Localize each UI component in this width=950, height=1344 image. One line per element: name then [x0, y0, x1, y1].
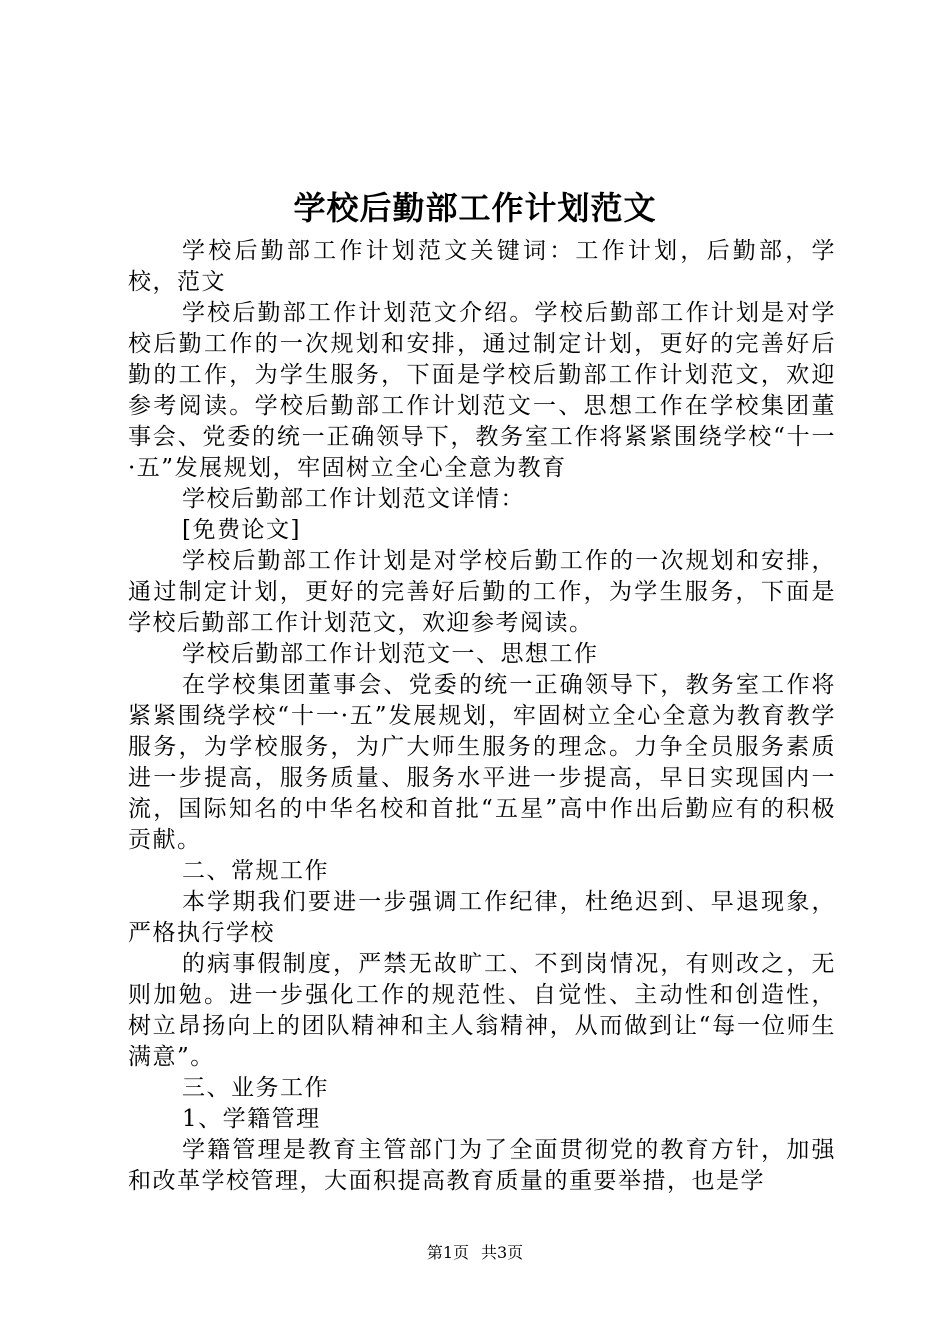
- section-heading-ideology: 学校后勤部工作计划范文一、思想工作: [182, 641, 599, 667]
- subsection-heading-enrollment: 1、学籍管理: [182, 1106, 321, 1132]
- paragraph-routine-2: 的病事假制度，严禁无故旷工、不到岗情况，有则改之，无则加勉。进一步强化工作的规范性、自觉性、主动性和创造性，树立昂扬向上的团队精神和主人翁精神，从而做到让“每一位师生满意”。: [128, 951, 836, 1070]
- paragraph-free-paper-tag: [免费论文]: [182, 517, 301, 543]
- section-heading-business: 三、业务工作: [182, 1075, 329, 1101]
- page-total: 共3页: [481, 1243, 524, 1262]
- paragraph-enrollment: 学籍管理是教育主管部门为了全面贯彻党的教育方针，加强和改革学校管理，大面积提高教育质量的重要举措，也是学: [128, 1137, 836, 1194]
- document-title: 学校后勤部工作计划范文: [293, 189, 657, 227]
- paragraph-introduction: 学校后勤部工作计划范文介绍。学校后勤部工作计划是对学校后勤工作的一次规划和安排，通过制定计划，更好的完善好后勤的工作，为学生服务，下面是学校后勤部工作计划范文，欢迎参考阅读。学校后勤部工作计划范文一、思想工作在学校集团董事会、党委的统一正确领导下，教务室工作将紧紧围绕学校“十一·五”发展规划，牢固树立全心全意为教育: [128, 300, 836, 481]
- paragraph-body-intro: 学校后勤部工作计划是对学校后勤工作的一次规划和安排，通过制定计划，更好的完善好后勤的工作，为学生服务，下面是学校后勤部工作计划范文，欢迎参考阅读。: [128, 548, 836, 636]
- paragraph-details-label: 学校后勤部工作计划范文详情：: [182, 486, 525, 512]
- document-body: [128, 236, 836, 1197]
- section-heading-routine: 二、常规工作: [182, 858, 329, 884]
- paragraph-routine-1: 本学期我们要进一步强调工作纪律，杜绝迟到、早退现象，严格执行学校: [128, 889, 836, 946]
- paragraph-ideology: 在学校集团董事会、党委的统一正确领导下，教务室工作将紧紧围绕学校“十一·五”发展规划，牢固树立全心全意为教育教学服务，为学校服务，为广大师生服务的理念。力争全员服务素质进一步提高，服务质量、服务水平进一步提高，早日实现国内一流，国际知名的中华名校和首批“五星”高中作出后勤应有的积极贡献。: [128, 672, 836, 853]
- page-footer: [0, 1241, 950, 1265]
- page-number: 第1页: [426, 1243, 469, 1262]
- paragraph-keywords: 学校后勤部工作计划范文关键词：工作计划，后勤部，学校，范文: [128, 238, 836, 295]
